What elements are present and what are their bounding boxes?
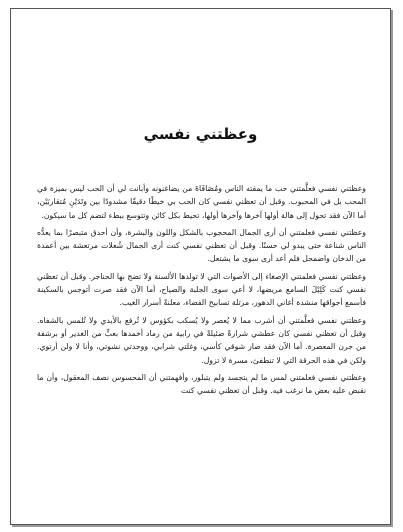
paragraph: وعظتني نفسي فعلمتني أن أرى الجمال المحجوب بالشكل واللون والبشرة، وأن أحدق متبصرًا بما يعدُّه الناس شناعة حتى يبدو لي حسنًا. وقبل أن تعظني نفسي كنت أرى الجمال شُعلات مرتعشة بين أعمدة من الدخان واضمحل فلم أعد أرى سوى ما يشتعل. (37, 227, 366, 264)
paragraph: وعظتني نفسي فعلَّمتني أن أشرب مما لا يُعصر ولا يُسكب بكؤوس لا تُرفع بالأيدي ولا تُلمس بالشفاه. وقبل أن تعظني نفسي كان عطشي شرارةً ضئيلةً في رابية من رماد أخمدها بعبٍّ من الغدير أو برشفة من جرن المعصرة. أما الآن فقد صار شوقي كأسي، وغلتي شرابي، ووحدتي نشوتي، وأنا لا ولن أرتوي. ولكن في هذه الحرقة التي لا تنطفئ، مسرة لا تزول. (37, 315, 366, 365)
document-title: وعظتني نفسي (143, 125, 258, 143)
paragraph: وعظتني نفسي فعلمتني الإصغاء إلى الأصوات التي لا تولدها الألسنة ولا تضج بها الحناجر. وقبل أن تعظني نفسي كنت كَلِيْلَ السامع مريضها، لا أعي سوى الجلبة والصياح، أما الآن فقد صرت أتوجس بالسكينة فأسمع أجواقها منشدة أغاني الدهور، مرتلة تسابيح الفضاء، معلنةً أسرار الغيب. (37, 271, 366, 308)
paragraph: وعظتني نفسي فعلمتني لمس ما لم يتجسد ولم يتبلور، وأفهمتني أن المحسوس نصف المعقول، وأن ما نقبض عليه بعض ما نرغب فيه. وقبل أن تعظني نفسي كنت (37, 372, 366, 396)
paragraph: وعظتني نفسي فعلَّمتني حب ما يمقته الناس ومُصَافَاةَ من يضاغنونه وأبانت لي أن الحب ليس بميزة في المحب بل في المحبوب. وقبل أن تعظني نفسي كان الحب بي خيطًا دقيقًا مشدودًا بين وتَدَيْنِ مُتقاربَيْن، أما الآن فقد تحول إلى هالة أولها آخرها وآخرها أولها، تحيط بكل كائن وتتوسع ببطء لتضم كل ما سيكون. (37, 184, 366, 220)
document-body (37, 182, 366, 401)
document-page (10, 8, 391, 525)
